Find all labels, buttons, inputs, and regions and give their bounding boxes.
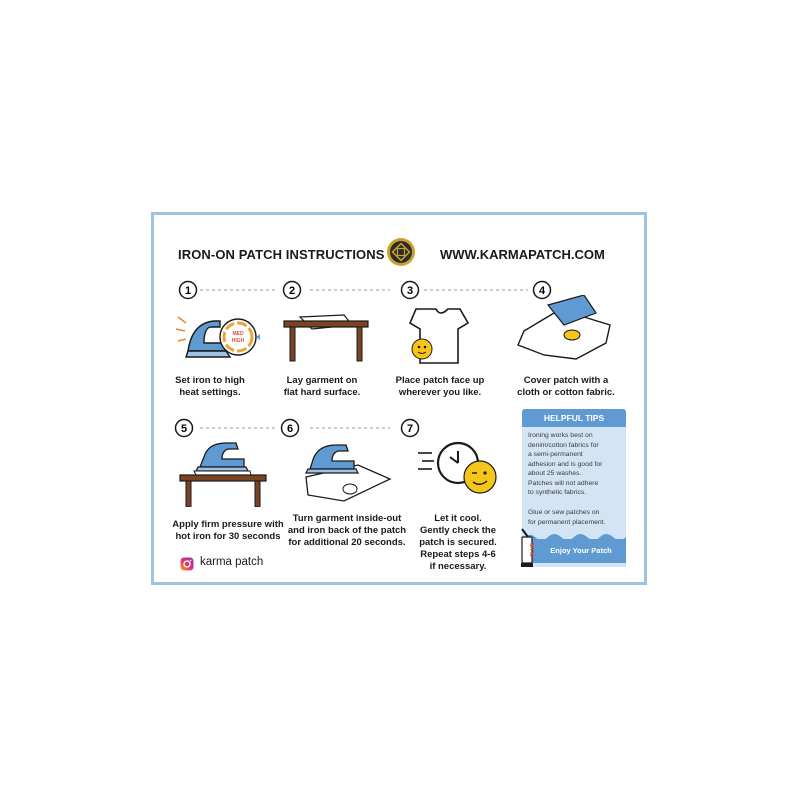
step-6-number <box>280 418 300 438</box>
step-5-number <box>174 418 194 438</box>
tips-paragraph-2: Glue or sew patches on for permanent placement. <box>528 509 606 526</box>
svg-text:4: 4 <box>538 285 546 297</box>
step-5-caption: Apply firm pressure with hot iron for 30 seconds <box>172 519 284 542</box>
glue-tube-icon <box>518 527 536 569</box>
shirt-cloth-icon <box>514 295 614 365</box>
step-3-number <box>400 280 420 300</box>
step-2-number <box>282 280 302 300</box>
step-7-caption: Let it cool. Gently check the patch is secured. Repeat steps 4-6 if necessary. <box>419 513 497 572</box>
step-3-caption: Place patch face up wherever you like. <box>395 375 485 398</box>
iron-heat-dial-icon <box>174 303 260 365</box>
step-1-caption: Set iron to high heat settings. <box>175 375 245 398</box>
instruction-card <box>151 212 647 585</box>
svg-text:HIGH: HIGH <box>231 338 245 344</box>
svg-text:5: 5 <box>180 423 188 435</box>
instagram-icon[interactable] <box>180 557 194 571</box>
step-1-number <box>178 280 198 300</box>
iron-on-table-icon <box>178 437 268 507</box>
table-garment-icon <box>282 311 370 363</box>
iron-inside-out-icon <box>298 437 394 507</box>
svg-text:7: 7 <box>406 423 414 435</box>
enjoy-text: Enjoy Your Patch <box>550 546 612 555</box>
svg-text:2: 2 <box>288 285 296 297</box>
clock-emoji-icon <box>416 437 502 501</box>
enjoy-banner <box>522 539 626 563</box>
brand-name: karma patch <box>200 556 264 568</box>
svg-text:3: 3 <box>406 285 414 297</box>
step-2-caption: Lay garment on flat hard surface. <box>283 375 361 398</box>
page-title: IRON-ON PATCH INSTRUCTIONS <box>178 247 385 262</box>
svg-text:1: 1 <box>184 285 192 297</box>
step-4-caption: Cover patch with a cloth or cotton fabric. <box>517 375 615 398</box>
helpful-tips-panel <box>522 409 626 567</box>
svg-text:6: 6 <box>286 423 294 435</box>
svg-text:GLUE: GLUE <box>530 543 536 557</box>
tips-paragraph-1: Ironing works best on denim/cotton fabrics for a semi-permanent adhesion and is good for about 25 washes. Patches will not adhere to synthetic fabrics. <box>528 432 603 496</box>
website-link[interactable]: WWW.KARMAPATCH.COM <box>440 247 605 262</box>
shirt-patch-icon <box>406 305 470 367</box>
step-7-number <box>400 418 420 438</box>
tips-heading: HELPFUL TIPS <box>522 409 626 427</box>
step-6-caption: Turn garment inside-out and iron back of the patch for additional 20 seconds. <box>287 513 407 548</box>
svg-text:MED: MED <box>232 331 244 337</box>
